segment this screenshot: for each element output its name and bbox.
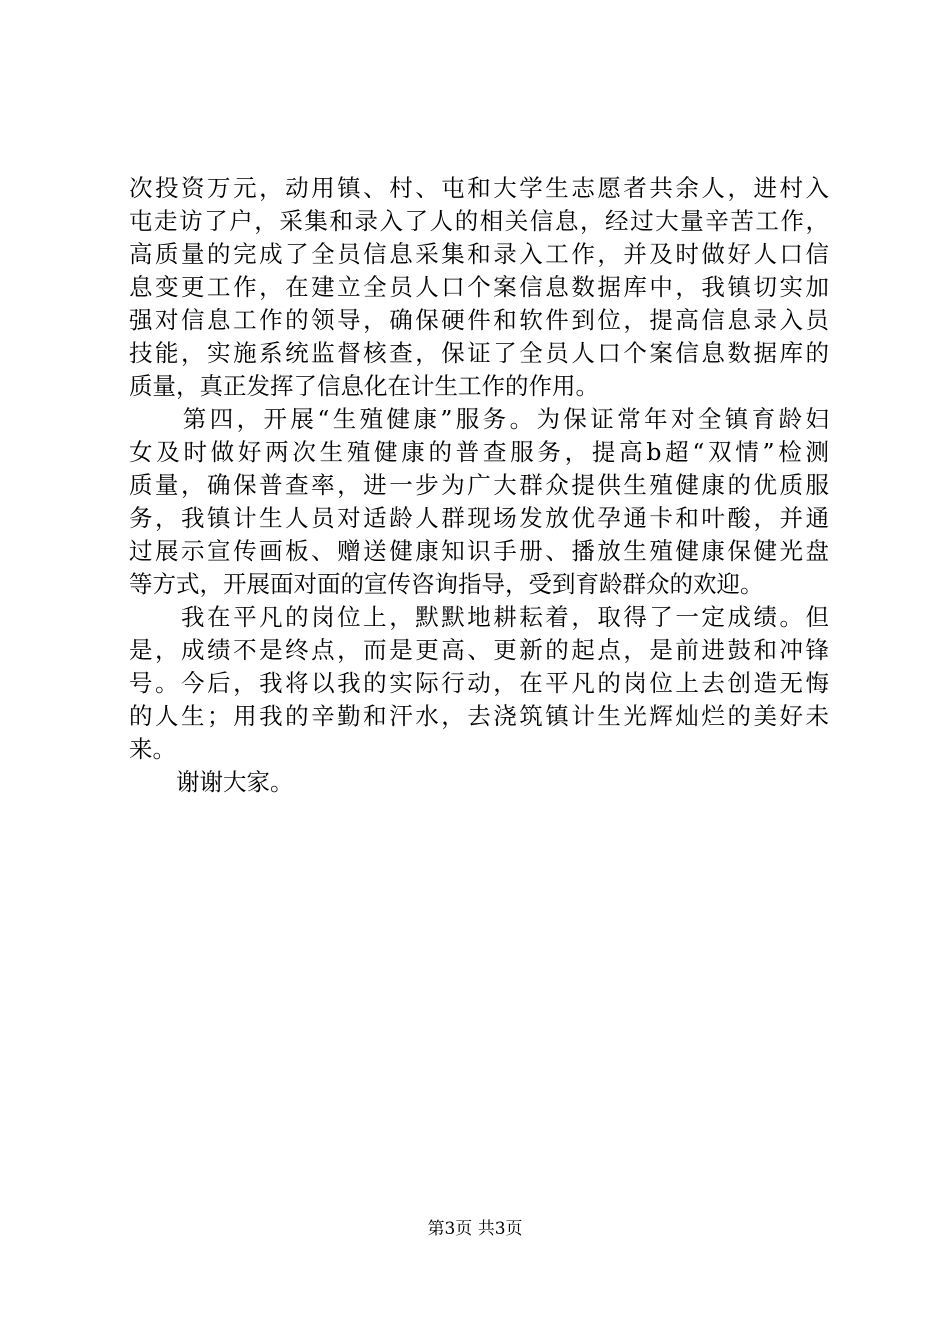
text-line: 号。今后，我将以我的实际行动，在平凡的岗位上去创造无悔: [129, 669, 829, 697]
text-line: 高质量的完成了全员信息采集和录入工作，并及时做好人口信: [129, 240, 829, 268]
text-line: 过展示宣传画板、赠送健康知识手册、播放生殖健康保健光盘: [129, 537, 829, 565]
body-text: [129, 172, 829, 799]
page-number-footer: 第3页 共3页: [427, 1219, 523, 1239]
text-line: 次投资万元，动用镇、村、屯和大学生志愿者共余人，进村入: [129, 174, 829, 202]
text-line: 务，我镇计生人员对适龄人群现场发放优孕通卡和叶酸，并通: [129, 504, 829, 532]
text-line: 我在平凡的岗位上，默默地耕耘着，取得了一定成绩。但: [129, 603, 829, 631]
text-line: 质量，确保普查率，进一步为广大群众提供生殖健康的优质服: [129, 471, 829, 499]
text-line: 强对信息工作的领导，确保硬件和软件到位，提高信息录入员: [129, 306, 829, 334]
text-line: 谢谢大家。: [129, 768, 294, 796]
text-line: 的人生；用我的辛勤和汗水，去浇筑镇计生光辉灿烂的美好未: [129, 702, 829, 730]
text-line: 是，成绩不是终点，而是更高、更新的起点，是前进鼓和冲锋: [129, 636, 829, 664]
text-line: 第四，开展“生殖健康”服务。为保证常年对全镇育龄妇: [129, 405, 829, 433]
text-line: 屯走访了户，采集和录入了人的相关信息，经过大量辛苦工作，: [129, 207, 829, 235]
text-line: 女及时做好两次生殖健康的普查服务，提高b超“双情”检测: [129, 438, 829, 466]
text-line: 来。: [129, 735, 176, 763]
text-line: 质量，真正发挥了信息化在计生工作的作用。: [129, 372, 599, 400]
text-line: 等方式，开展面对面的宣传咨询指导，受到育龄群众的欢迎。: [129, 570, 764, 598]
text-line: 息变更工作，在建立全员人口个案信息数据库中，我镇切实加: [129, 273, 829, 301]
text-line: 技能，实施系统监督核查，保证了全员人口个案信息数据库的: [129, 339, 829, 367]
